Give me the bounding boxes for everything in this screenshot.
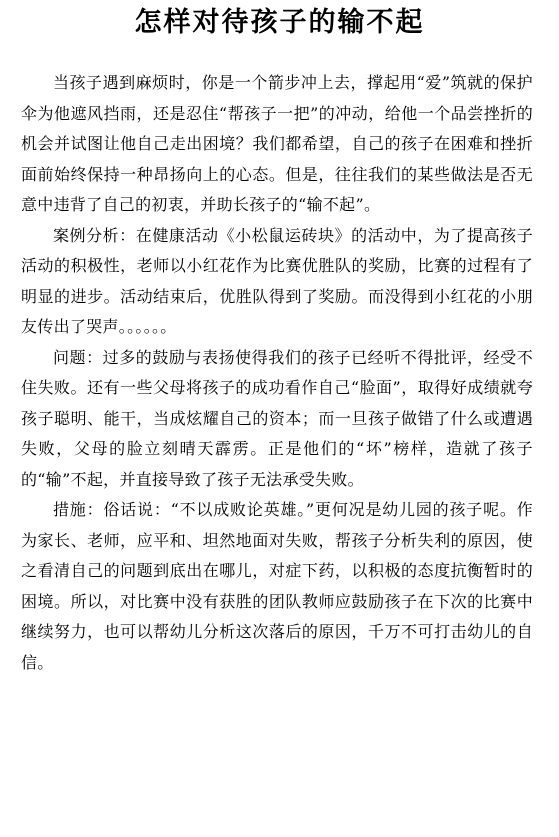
paragraph-intro: 当孩子遇到麻烦时，你是一个箭步冲上去，撑起用“爱”筑就的保护伞为他遮风挡雨，还是忍住“帮孩子一把”的冲动，给他一个品尝挫折的机会并试图让他自己走出困境？我们都希望，自己的孩子在困难和挫折面前始终保持一种昂扬向上的心态。但是，往往我们的某些做法是否无意中违背了自己的初衷，并助长孩子的“输不起”。 xyxy=(21,73,533,214)
paragraph-problem: 问题：过多的鼓励与表扬使得我们的孩子已经听不得批评，经受不住失败。还有一些父母将孩子的成功看作自己“脸面”，取得好成绩就夸孩子聪明、能干，当成炫耀自己的资本；而一旦孩子做错了什么或遭遇失败，父母的脸立刻晴天霹雳。正是他们的“坏”榜样，造就了孩子的“输”不起，并直接导致了孩子无法承受失败。 xyxy=(21,347,533,489)
document-body xyxy=(21,68,533,678)
document-title: 怎样对待孩子的输不起 xyxy=(134,7,425,38)
paragraph-measures: 措施：俗话说：“不以成败论英雄。”更何况是幼儿园的孩子呢。作为家长、老师，应平和、坦然地面对失败，帮孩子分析失利的原因，使之看清自己的问题到底出在哪儿，对症下药，以积极的态度抗衡暂时的困境。所以，对比赛中没有获胜的团队教师应鼓励孩子在下次的比赛中继续努力，也可以帮幼儿分析这次落后的原因，千万不可打击幼儿的自信。 xyxy=(21,500,533,672)
paragraph-case-analysis: 案例分析：在健康活动《小松鼠运砖块》的活动中，为了提高孩子活动的积极性，老师以小红花作为比赛优胜队的奖励，比赛的过程有了明显的进步。活动结束后，优胜队得到了奖励。而没得到小红花的小朋友传出了哭声。。。。。。 xyxy=(21,225,533,336)
